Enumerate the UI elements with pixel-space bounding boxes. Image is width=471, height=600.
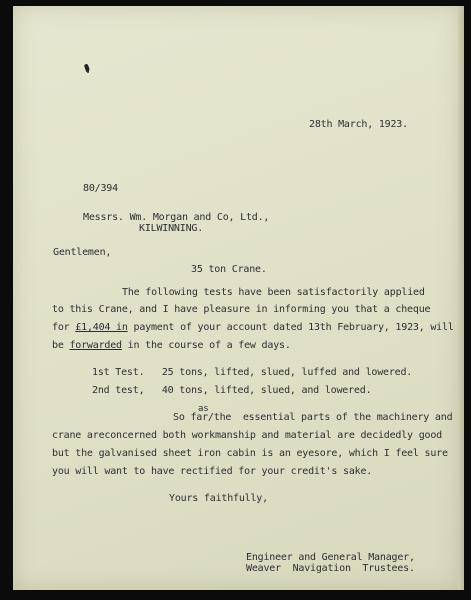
paragraph-2-line-2: crane areconcerned both workmanship and material are decidedly good [52,430,442,441]
inserted-word: as [198,404,209,414]
paragraph-2-line-4: you will want to have rectified for your credit's sake. [52,466,373,477]
reference-number: 80/394 [83,183,118,194]
paragraph-1-line-4 [52,340,291,352]
signature-title: Engineer and General Manager, [246,552,415,563]
signature-organisation: Weaver Navigation Trustees. [246,563,415,574]
paragraph-1-line-2: to this Crane, and I have pleasure in informing you that a cheque [52,304,431,315]
letter-date: 28th March, 1923. [309,119,408,130]
addressee-name: Messrs. Wm. Morgan and Co, Ltd., [83,212,270,223]
forwarded-word: forwarded [69,340,122,351]
cheque-amount: £1,404 in [75,322,128,333]
line-rest: in the course of a few days. [121,340,291,351]
subject-line: 35 ton Crane. [191,264,267,275]
line-prefix: be [52,340,70,351]
page-edge [458,6,464,590]
paragraph-2-line-1: So far/the essential parts of the machinery and [173,412,453,423]
paragraph-1-line-3 [52,322,454,334]
ink-blot-small [87,70,89,73]
test-2: 2nd test, 40 tons, lifted, slued, and lowered. [92,385,372,396]
addressee-town: KILWINNING. [139,223,204,234]
paragraph-2-line-3: but the galvanised sheet iron cabin is an eyesore, which I feel sure [52,448,448,459]
closing: Yours faithfully, [169,493,268,504]
paragraph-1-line-1: The following tests have been satisfactorily applied [122,287,425,298]
salutation: Gentlemen, [53,247,112,258]
line-rest: payment of your account dated 13th February, 1923, will [127,322,454,333]
test-1: 1st Test. 25 tons, lifted, slued, luffed and lowered. [92,367,413,378]
letter-page [13,6,460,590]
line-prefix: for [52,322,76,333]
